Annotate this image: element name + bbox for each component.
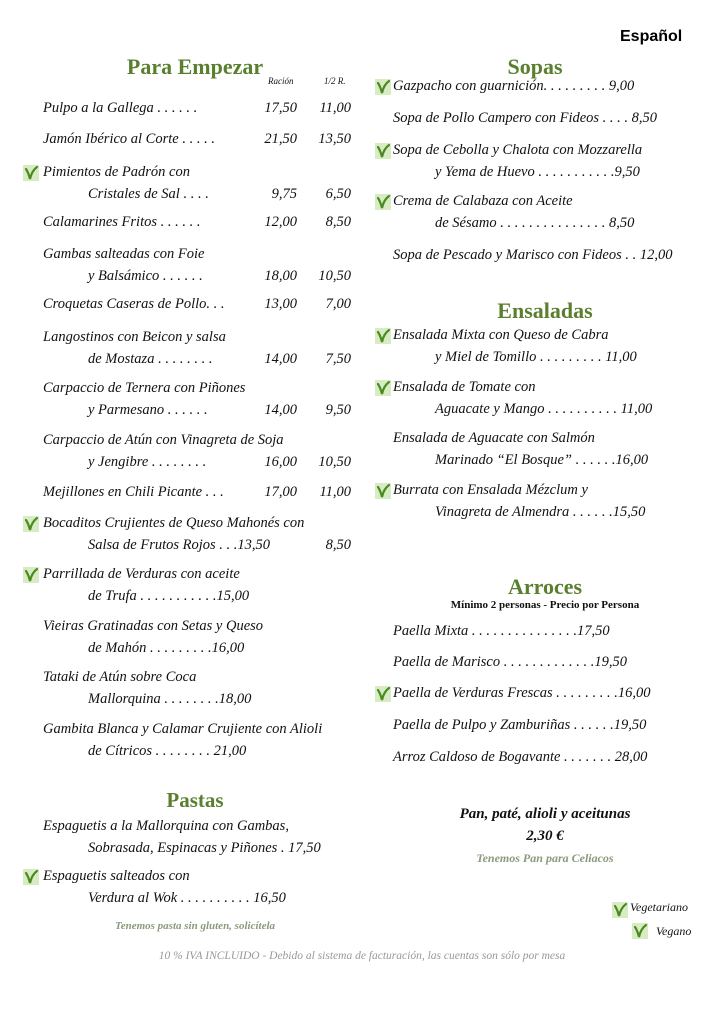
menu-item-name-continued: Marinado “El Bosque” . . . . . .16,00 [435,452,649,468]
menu-item-name: Ensalada de Aguacate con Salmón [393,430,595,446]
price-racion: 21,50 [264,131,297,147]
menu-item-name: Pimientos de Padrón con [43,164,190,180]
bread-price: 2,30 € [526,828,564,844]
menu-item-name: Paella de Marisco . . . . . . . . . . . . .19,50 [393,654,627,670]
menu-item-name-continued: Cristales de Sal . . . . [88,186,209,202]
price-half-racion: 7,50 [325,351,351,367]
vegetarian-leaf-icon [375,380,391,396]
price-half-racion: 8,50 [325,537,351,553]
menu-item-name-continued: de Mahón . . . . . . . . .16,00 [88,640,245,656]
menu-item-name: Jamón Ibérico al Corte . . . . . [43,131,215,147]
menu-item-name: Ensalada Mixta con Queso de Cabra [393,327,609,343]
menu-item-name-continued: Vinagreta de Almendra . . . . . .15,50 [435,504,646,520]
vegetarian-leaf-icon [23,567,39,583]
price-racion: 14,00 [264,351,297,367]
menu-item-name-continued: Verdura al Wok . . . . . . . . . . 16,50 [88,890,286,906]
menu-item [43,378,353,420]
price-racion: 18,00 [264,268,297,284]
menu-item-name: Croquetas Caseras de Pollo. . . [43,296,225,312]
menu-item [43,866,353,908]
legend-vegetarian-label: Vegetariano [630,900,688,914]
menu-item-name: Pulpo a la Gallega . . . . . . [43,100,198,116]
menu-item-name: Gazpacho con guarnición. . . . . . . . . 9,00 [393,78,635,94]
price-half-racion: 10,50 [318,454,351,470]
menu-item-name: Espaguetis a la Mallorquina con Gambas, [43,818,289,834]
menu-item-name-continued: y Yema de Huevo . . . . . . . . . . .9,50 [435,164,640,180]
menu-item [43,482,353,502]
menu-item [43,564,353,606]
price-half-racion: 13,50 [318,131,351,147]
menu-item-name: Tataki de Atún sobre Coca [43,669,197,685]
menu-item [393,377,703,419]
menu-item [43,816,353,858]
price-half-racion: 7,00 [325,296,351,312]
menu-item-name: Sopa de Pescado y Marisco con Fideos . . 12,00 [393,247,673,263]
menu-item-name: Langostinos con Beicon y salsa [43,329,226,345]
vegetarian-leaf-icon [375,686,391,702]
menu-item [393,652,703,672]
legend-vegetarian [612,900,722,920]
menu-item-name: Calamarines Fritos . . . . . . [43,214,201,230]
menu-item-name-continued: y Miel de Tomillo . . . . . . . . . 11,00 [435,349,637,365]
pasta-gluten-note: Tenemos pasta sin gluten, solicítela [114,920,276,932]
section-title-ensaladas: Ensaladas [497,298,593,323]
price-half-racion: 11,00 [319,100,351,116]
menu-item [393,325,703,367]
price-racion: 14,00 [264,402,297,418]
menu-item-name: Carpaccio de Ternera con Piñones [43,380,246,396]
menu-item-name: Vieiras Gratinadas con Setas y Queso [43,618,264,634]
menu-item-name: Espaguetis salteados con [43,868,190,884]
menu-item-name: Sopa de Pollo Campero con Fideos . . . . 8,50 [393,110,658,126]
menu-item [43,616,353,658]
menu-item-name-continued: de Cítricos . . . . . . . . 21,00 [88,743,247,759]
menu-item [393,747,703,767]
price-racion: 9,75 [271,186,297,202]
menu-item [43,430,353,472]
menu-item-name: Bocaditos Crujientes de Queso Mahonés con [43,515,305,531]
menu-item-name-continued: Salsa de Frutos Rojos . . .13,50 [88,537,271,553]
bread-title: Pan, paté, alioli y aceitunas [459,806,631,822]
menu-item [393,621,703,641]
menu-item-name: Ensalada de Tomate con [393,379,536,395]
vegetarian-leaf-icon [612,902,628,918]
menu-item-name: Paella de Pulpo y Zamburiñas . . . . . .19,50 [393,717,647,733]
language-label: Español [620,28,683,45]
vegan-leaf-icon [632,923,648,939]
section-title-arroces: Arroces [507,574,583,599]
column-head-racion: Ración [268,76,294,86]
price-half-racion: 10,50 [318,268,351,284]
section-title-pastas: Pastas [166,788,224,812]
price-half-racion: 11,00 [319,484,351,500]
menu-item [43,327,353,369]
menu-item-name: Paella de Verduras Frescas . . . . . . . . .16,00 [393,685,651,701]
menu-item [393,683,703,703]
menu-item [393,191,703,233]
price-racion: 17,00 [264,484,297,500]
menu-item [393,108,703,128]
menu-item-name: Burrata con Ensalada Mézclum y [393,482,588,498]
vegetarian-leaf-icon [23,165,39,181]
price-half-racion: 9,50 [325,402,351,418]
menu-item-name-continued: y Balsámico . . . . . . [88,268,203,284]
menu-item-name: Parrillada de Verduras con aceite [43,566,240,582]
section-title-para-empezar: Para Empezar [126,54,264,79]
menu-item-name-continued: de Trufa . . . . . . . . . . .15,00 [88,588,250,604]
menu-item-name-continued: Aguacate y Mango . . . . . . . . . . 11,00 [435,401,653,417]
menu-item [43,667,353,709]
vegetarian-leaf-icon [375,143,391,159]
price-racion: 17,50 [264,100,297,116]
menu-item [43,244,353,286]
footer-tax-note: 10 % IVA INCLUIDO - Debido al sistema de facturación, las cuentas son sólo por mesa [158,950,566,962]
menu-item-name: Carpaccio de Atún con Vinagreta de Soja [43,432,284,448]
menu-item [393,428,703,470]
menu-item [393,140,703,182]
vegetarian-leaf-icon [375,194,391,210]
menu-item [43,719,353,761]
celiac-bread-note: Tenemos Pan para Celiacos [476,851,614,865]
menu-item-name: Gambas salteadas con Foie [43,246,205,262]
section-title-sopas: Sopas [507,54,563,79]
menu-item-name-continued: Sobrasada, Espinacas y Piñones . 17,50 [88,840,321,856]
menu-item [393,480,703,522]
menu-item-name: Arroz Caldoso de Bogavante . . . . . . . 28,00 [393,749,648,765]
menu-item [43,294,353,314]
vegetarian-leaf-icon [375,483,391,499]
price-racion: 16,00 [264,454,297,470]
menu-item [43,212,353,232]
vegetarian-leaf-icon [23,869,39,885]
column-head-half: 1/2 R. [324,76,346,86]
menu-item-name-continued: y Parmesano . . . . . . [88,402,208,418]
menu-item [393,76,703,96]
vegetarian-leaf-icon [375,79,391,95]
legend-vegan [632,921,722,941]
menu-item-name: Crema de Calabaza con Aceite [393,193,573,209]
price-half-racion: 8,50 [325,214,351,230]
vegetarian-leaf-icon [375,328,391,344]
menu-item-name-continued: y Jengibre . . . . . . . . [88,454,207,470]
menu-item-name: Mejillones en Chili Picante . . . [43,484,224,500]
arroces-subtitle: Mínimo 2 personas - Precio por Persona [450,599,640,611]
menu-item [393,245,703,265]
price-half-racion: 6,50 [325,186,351,202]
price-racion: 13,00 [264,296,297,312]
price-racion: 12,00 [264,214,297,230]
menu-item [43,98,353,118]
menu-item [43,162,353,204]
menu-item [43,513,353,555]
menu-item-name-continued: Mallorquina . . . . . . . .18,00 [88,691,252,707]
legend-vegan-label: Vegano [656,924,692,938]
menu-item-name-continued: de Mostaza . . . . . . . . [88,351,213,367]
menu-item-name: Gambita Blanca y Calamar Crujiente con Alioli [43,721,323,737]
vegetarian-leaf-icon [23,516,39,532]
menu-item [393,715,703,735]
menu-item-name-continued: de Sésamo . . . . . . . . . . . . . . . 8,50 [435,215,635,231]
menu-item-name: Paella Mixta . . . . . . . . . . . . . . .17,50 [393,623,610,639]
menu-item-name: Sopa de Cebolla y Chalota con Mozzarella [393,142,643,158]
menu-item [43,129,353,149]
